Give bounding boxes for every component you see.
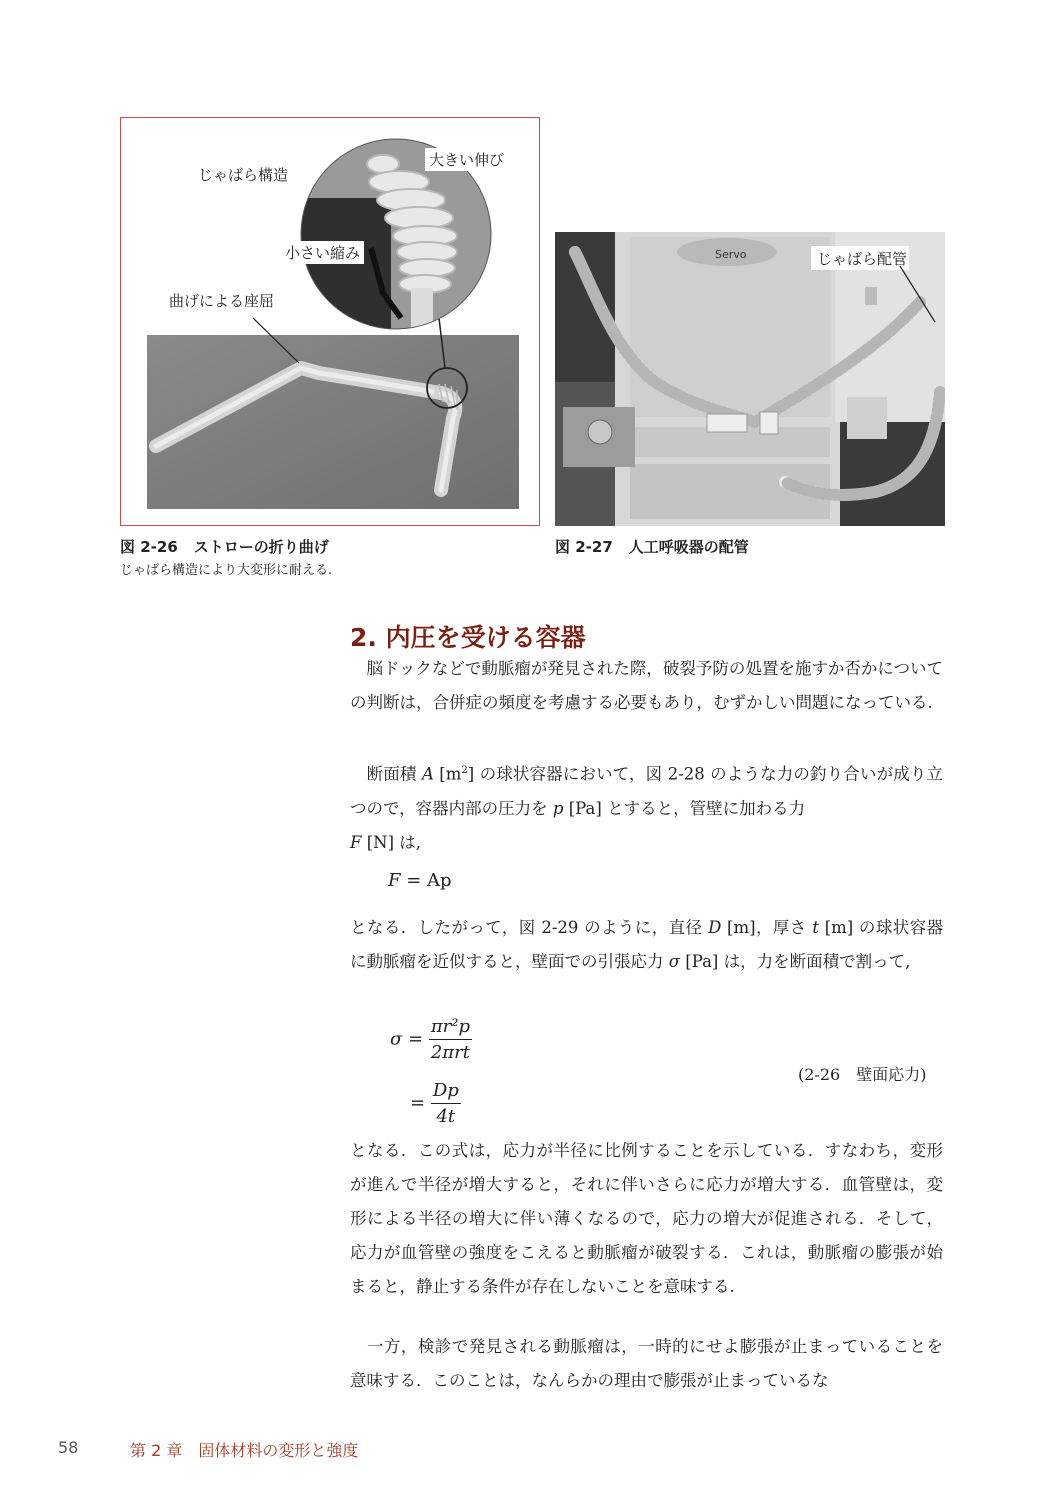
- caption-title: ストローの折り曲げ: [193, 538, 329, 556]
- figure-2-26-caption: [120, 536, 329, 557]
- caption-number: 図 2-26: [120, 538, 178, 556]
- callout-small-shrink: 小さい縮み: [281, 241, 364, 264]
- callout-large-stretch: 大きい伸び: [425, 148, 508, 171]
- section-heading: 2. 内圧を受ける容器: [350, 623, 586, 652]
- equation-force: F = Ap: [388, 870, 452, 891]
- caption-title: 人工呼吸器の配管: [628, 538, 749, 556]
- device-brand-label: Servo: [715, 248, 747, 261]
- figure-2-26: [120, 117, 540, 526]
- paragraph-2: 断面積 A $[m^2]$ の球状容器において，図 2-28 のような力の釣り合いが成り立つので，容器内部の圧力を p [Pa] とすると，管壁に加わる力 F [N] は,: [350, 764, 943, 852]
- callout-bellows: じゃばら構造: [198, 166, 289, 184]
- equation-label: (2-26 壁面応力): [798, 1065, 927, 1084]
- equation-stress-2: = $\frac{Dp}{4t}$: [410, 1080, 459, 1127]
- paragraph-1: 脳ドックなどで動脈瘤が発見された際，破裂予防の処置を施すか否かについての判断は，合併症の頻度を考慮する必要もあり，むずかしい問題になっている.: [350, 659, 944, 712]
- fraction-pi-r2p: $\frac{\text{πr²p}}{\text{2πrt}}$: [430, 1016, 471, 1063]
- figure-2-26-subcaption: じゃばら構造により大変形に耐える.: [120, 563, 333, 578]
- figure-2-27: [555, 232, 945, 526]
- paragraph-5: 一方，検診で発見される動脈瘤は，一時的にせよ膨張が止まっていることを意味する．このことは，なんらかの理由で膨張が止まっているな: [350, 1337, 943, 1390]
- callout-buckling: 曲げによる座屈: [169, 292, 275, 310]
- callout-bellows-piping: じゃばら配管: [817, 250, 908, 268]
- fraction-dp-4t: $\frac{Dp}{4t}$: [432, 1080, 459, 1127]
- figure-2-27-caption: [555, 536, 749, 557]
- running-footer: 第 2 章 固体材料の変形と強度: [130, 1441, 359, 1460]
- paragraph-3: となる．したがって，図 2-29 のように，直径 D [m]，厚さ t [m] の球状容器に動脈瘤を近似すると，壁面での引張応力 σ [Pa] は，力を断面積で割って,: [350, 918, 944, 971]
- equation-stress-1: σ = $\frac{\text{πr²p}}{\text{2πrt}}$: [390, 1016, 471, 1063]
- page-number: 58: [58, 1438, 79, 1457]
- straw-photo: [121, 118, 541, 527]
- ventilator-photo: [555, 232, 945, 526]
- paragraph-4: となる．この式は，応力が半径に比例することを示している．すなわち，変形が進んで半径が増大すると，それに伴いさらに応力が増大する．血管壁は，変形による半径の増大に伴い薄くなるので，応力の増大が促進される．そして，応力が血管壁の強度をこえると動脈瘤が破裂する．これは，動脈瘤の膨張が始まると，静止する条件が存在しないことを意味する.: [350, 1141, 943, 1296]
- caption-number: 図 2-27: [555, 538, 613, 556]
